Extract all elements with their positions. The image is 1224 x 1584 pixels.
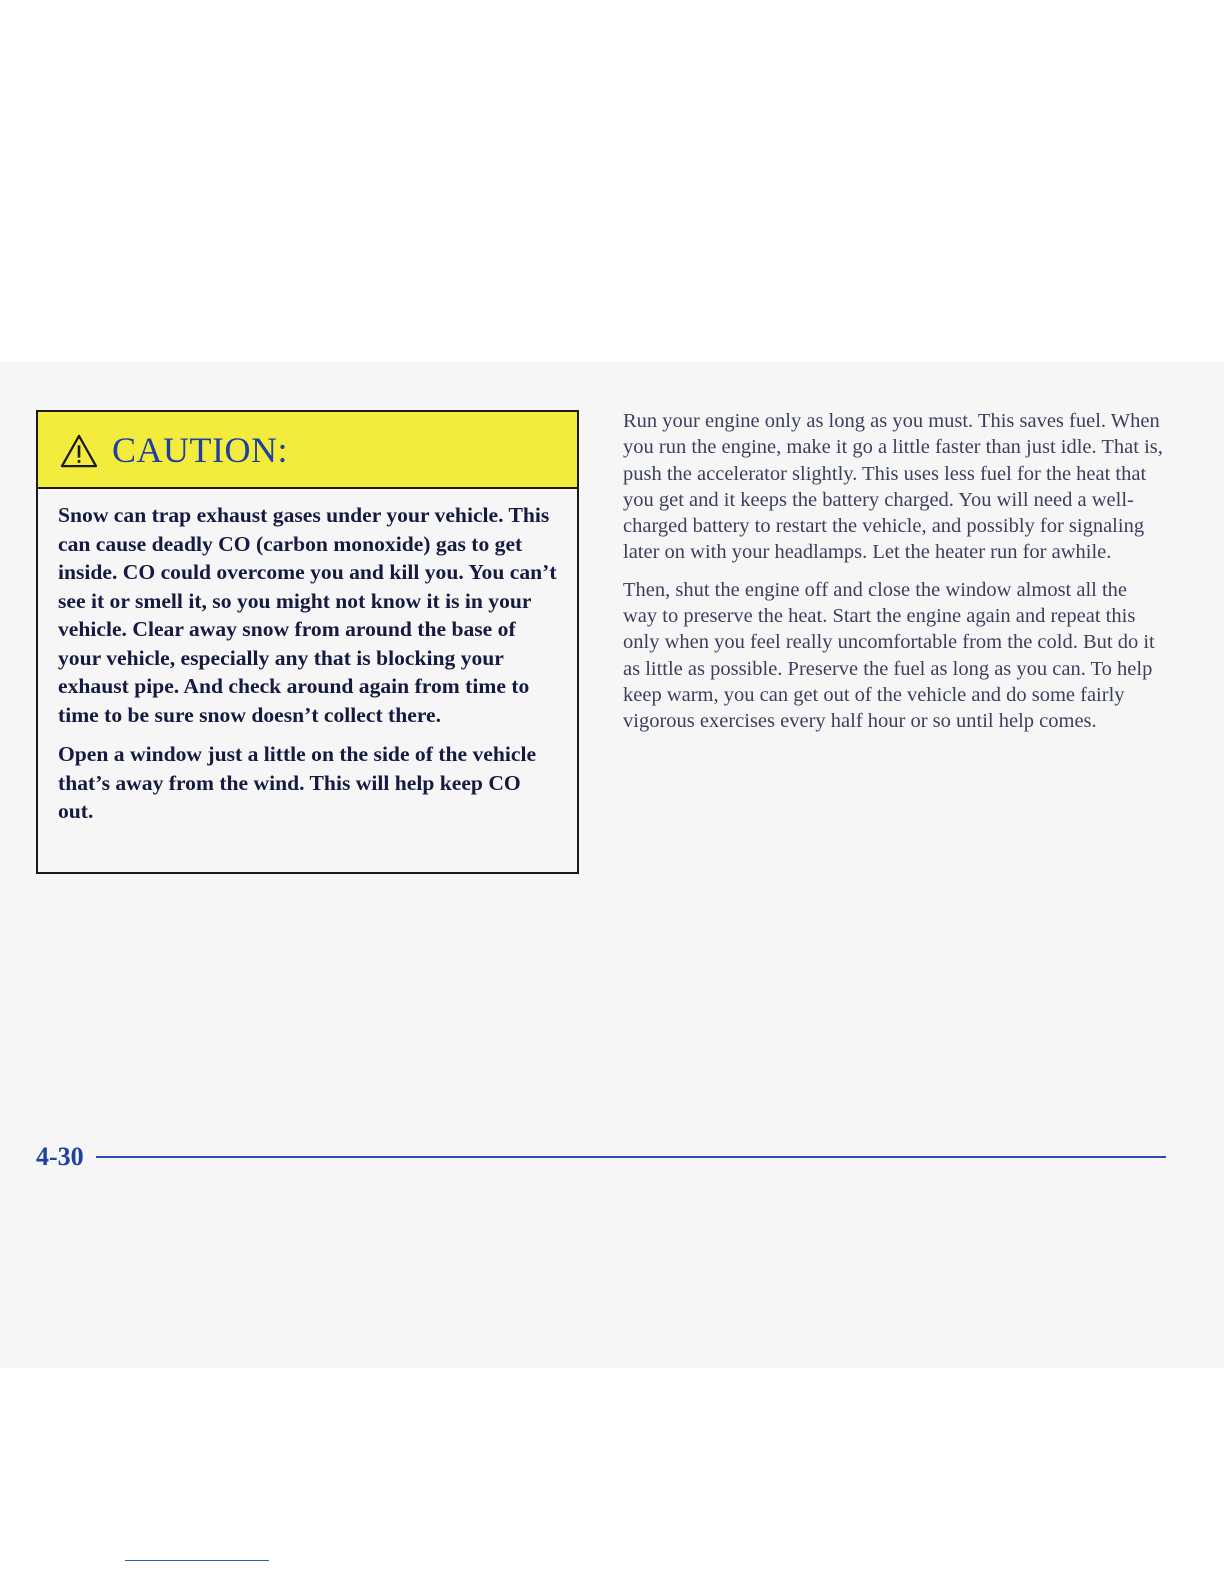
caution-box xyxy=(36,410,579,874)
warning-triangle-icon xyxy=(60,434,98,468)
body-paragraph: Run your engine only as long as you must. This saves fuel. When you run the engine, make it go a little faster than just idle. That is, push the accelerator slightly. This uses less fuel for the heat that you get and it keeps the battery charged. You will need a well-charged battery to restart the vehicle, and possibly for signaling later on with your headlamps. Let the heater run for awhile. xyxy=(623,410,1163,564)
bottom-rule xyxy=(125,1560,269,1561)
caution-header xyxy=(38,412,577,489)
page-number: 4-30 xyxy=(36,1142,84,1171)
body-paragraph: Then, shut the engine off and close the window almost all the way to preserve the heat. Start the engine again and repeat this only when you feel really uncomfortable from the cold. But do it as little as possible. Preserve the fuel as long as you can. To help keep warm, you can get out of the vehicle and do some fairly vigorous exercises every half hour or so until help comes. xyxy=(623,578,1155,733)
page-footer xyxy=(36,1137,1166,1177)
body-text-column xyxy=(623,408,1163,746)
caution-paragraph: Snow can trap exhaust gases under your vehicle. This can cause deadly CO (carbon monoxide) gas to get inside. CO could overcome you and kill you. You can’t see it or smell it, so you might not know it is in your vehicle. Clear away snow from around the base of your vehicle, especially any that is blocking your exhaust pipe. And check around again from time to time to be sure snow doesn’t collect there. xyxy=(58,503,557,727)
caution-title: CAUTION: xyxy=(112,429,288,470)
footer-rule xyxy=(96,1156,1166,1158)
caution-body xyxy=(38,489,577,826)
caution-paragraph: Open a window just a little on the side of the vehicle that’s away from the wind. This will help keep CO out. xyxy=(58,742,537,823)
